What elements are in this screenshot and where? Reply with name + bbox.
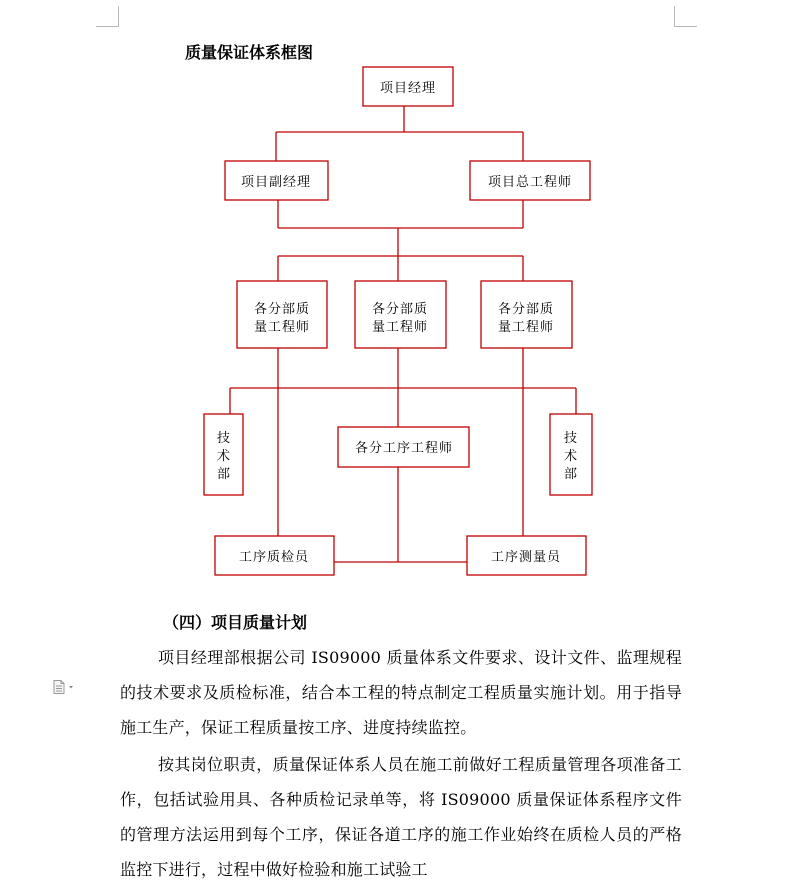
node-tech-dept-left-char-1: 技: [216, 431, 232, 446]
node-quality-engineer-2: [355, 281, 446, 348]
node-surveyor: [467, 536, 586, 575]
node-process-engineer: [338, 427, 469, 467]
node-quality-engineer-3: [481, 281, 572, 348]
node-quality-engineer-3-line-1: 各分部质: [497, 302, 555, 317]
node-deputy-manager-label: 项目副经理: [240, 175, 312, 190]
node-process-engineer-label: 各分工序工程师: [354, 441, 454, 456]
node-manager-label: 项目经理: [379, 81, 437, 96]
node-inspector: [215, 536, 334, 575]
node-chief-engineer-label: 项目总工程师: [487, 175, 573, 190]
diagram-title: 质量保证体系框图: [185, 43, 314, 62]
node-quality-engineer-1: [237, 281, 327, 348]
node-surveyor-label: 工序测量员: [490, 550, 562, 565]
node-inspector-label: 工序质检员: [238, 550, 310, 565]
node-deputy-manager: [225, 161, 328, 200]
node-tech-dept-right: [550, 414, 592, 495]
node-tech-dept-right-char-2: 术: [563, 449, 579, 464]
node-manager: [363, 67, 453, 106]
node-tech-dept-left-char-3: 部: [216, 467, 232, 482]
node-quality-engineer-1-line-2: 量工程师: [253, 320, 311, 335]
node-tech-dept-left-char-2: 术: [216, 449, 232, 464]
paragraph-job-responsibilities: 按其岗位职责，质量保证体系人员在施工前做好工程质量管理各项准备工作，包括试验用具、各种质检记录单等，将 IS09000 质量保证体系程序文件的管理方法运用到每个工序，保证各道工序的施工作业始终在质检人员的严格监控下进行，过程中做好检验和施工试验工: [120, 755, 682, 879]
node-tech-dept-right-char-3: 部: [563, 467, 579, 482]
node-quality-engineer-3-line-2: 量工程师: [497, 320, 555, 335]
node-quality-engineer-1-line-1: 各分部质: [253, 302, 311, 317]
paragraph-quality-plan: 项目经理部根据公司 IS09000 质量体系文件要求、设计文件、监理规程的技术要求及质检标准，结合本工程的特点制定工程质量实施计划。用于指导施工生产，保证工程质量按工序、进度持续监控。: [120, 648, 682, 737]
node-tech-dept-left: [204, 414, 243, 495]
node-quality-engineer-2-line-2: 量工程师: [371, 320, 429, 335]
section-heading: （四）项目质量计划: [163, 613, 308, 632]
node-chief-engineer: [470, 161, 590, 200]
node-tech-dept-right-char-1: 技: [563, 431, 579, 446]
document-options-icon[interactable]: [53, 679, 77, 693]
node-quality-engineer-2-line-1: 各分部质: [371, 302, 429, 317]
